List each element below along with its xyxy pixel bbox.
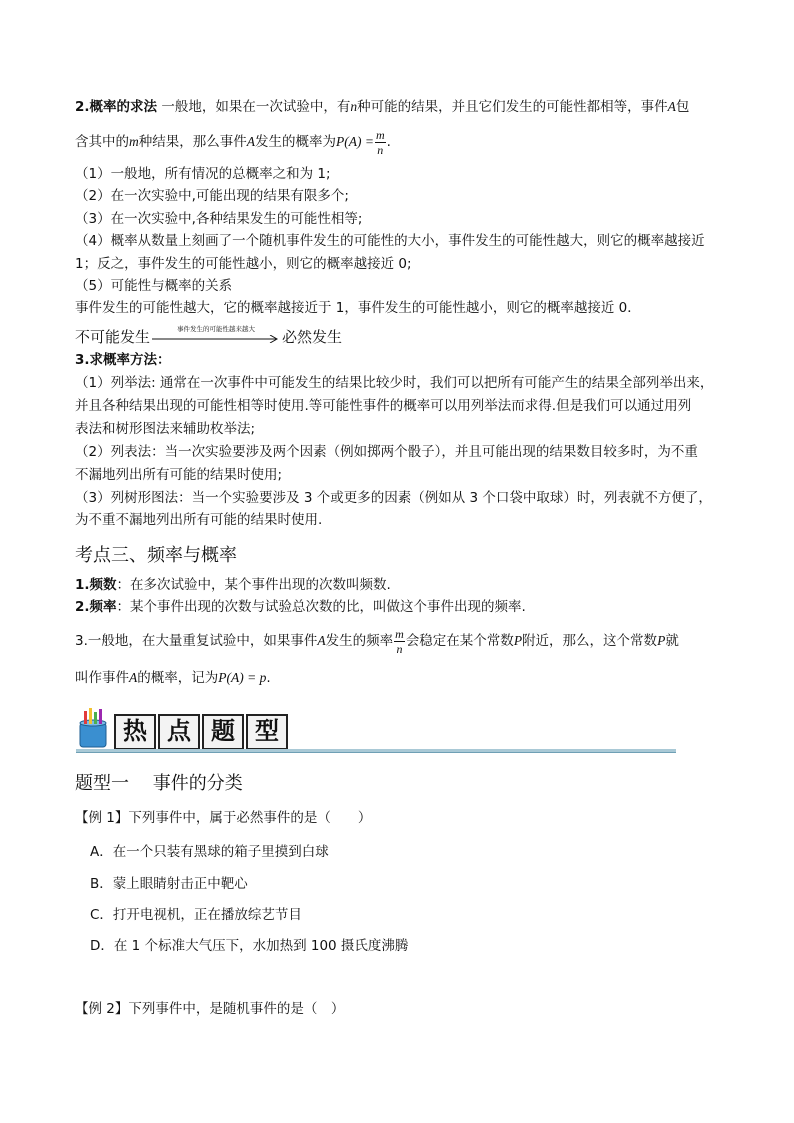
certain-label: 必然发生	[282, 328, 343, 346]
var-p: P	[513, 633, 523, 648]
period: .	[386, 134, 391, 150]
kd3-title: 考点三、频率与概率	[75, 545, 237, 566]
s3-line: 并且各种结果出现的可能性相等时使用.等可能性事件的概率可以用列举法而求得.但是我们可以通过用列	[75, 398, 692, 414]
var-a: A	[129, 670, 138, 685]
s2-line2	[75, 127, 732, 157]
definition: ：某个事件出现的次数与试验总次数的比，叫做这个事件出现的频率.	[116, 599, 526, 615]
option-b: B．蒙上眼睛射击正中靶心	[90, 876, 248, 892]
text: 3.一般地，在大量重复试验中，如果事件	[75, 633, 318, 649]
banner-char: 热	[114, 714, 156, 750]
kd3-line1	[75, 575, 732, 595]
fraction-m-over-n	[394, 627, 405, 656]
var-a: A	[317, 633, 326, 648]
s2-num: 2.	[75, 99, 90, 115]
var-m: m	[129, 134, 139, 149]
fraction-numerator: m	[375, 127, 385, 142]
fraction-denominator: n	[396, 641, 403, 656]
list-item: （4）概率从数量上刻画了一个随机事件发生的可能性的大小，事件发生的可能性越大，则它的概率越接近	[75, 233, 705, 249]
arrow-diagram	[152, 325, 280, 347]
banner-char: 型	[246, 714, 288, 750]
example-2-question: 【例 2】下列事件中，是随机事件的是（ ）	[75, 1001, 345, 1017]
option-c: C．打开电视机，正在播放综艺节目	[90, 907, 302, 923]
term-frequency-count: 1.频数	[75, 577, 117, 593]
s2-line1	[75, 97, 732, 117]
list-item: （5）可能性与概率的关系	[75, 278, 233, 294]
list-item: 事件发生的可能性越大，它的概率越接近于 1，事件发生的可能性越小，则它的概率越接近 0．	[75, 300, 641, 316]
kd3-line4	[75, 668, 732, 688]
s2-text: 种结果，那么事件	[138, 134, 247, 150]
s3-line: （2）列表法：当一次实验要涉及两个因素（例如掷两个骰子），并且可能出现的结果数目较多时，为不重	[75, 444, 698, 460]
var-n: n	[350, 99, 358, 114]
text: 就	[665, 633, 679, 649]
possibility-arrow-row	[75, 325, 342, 347]
var-p: P	[657, 633, 666, 648]
text: 附近，那么，这个常数	[522, 633, 658, 649]
kd3-line3	[75, 625, 732, 657]
banner-char: 题	[202, 714, 244, 750]
fraction-numerator: m	[395, 626, 404, 641]
s3-line: （1）列举法: 通常在一次事件中可能发生的结果比较少时，我们可以把所有可能产生的结果全部列举出来，	[75, 375, 714, 391]
arrow-label: 事件发生的可能性越来越大	[177, 325, 256, 333]
formula: P(A) = p	[218, 670, 267, 685]
definition: ：在多次试验中，某个事件出现的次数叫频数.	[116, 577, 391, 593]
var-a: A	[246, 134, 255, 149]
period: .	[266, 670, 271, 686]
text: 叫作事件	[75, 670, 129, 686]
fraction-denominator: n	[377, 142, 384, 157]
s2-text: 包	[675, 99, 690, 115]
list-item: （1）一般地，所有情况的总概率之和为 1;	[75, 166, 331, 182]
s3-line: 不漏地列出所有可能的结果时使用;	[75, 467, 283, 483]
s2-text: 种可能的结果，并且它们发生的可能性都相等，事件	[357, 99, 668, 115]
formula-lhs: P(A) =	[336, 134, 374, 149]
hot-topics-banner	[76, 705, 676, 755]
list-item: （3）在一次实验中,各种结果发生的可能性相等;	[75, 211, 363, 227]
impossible-label: 不可能发生	[75, 328, 151, 346]
pencil-cup-icon	[76, 707, 112, 749]
example-1-question: 【例 1】下列事件中，属于必然事件的是（ ）	[75, 810, 372, 826]
fraction-m-over-n	[375, 128, 386, 157]
option-a: A．在一个只装有黑球的箱子里摸到白球	[90, 844, 329, 860]
banner-char: 点	[158, 714, 200, 750]
s3-line: 为不重不漏地列出所有可能的结果时使用.	[75, 512, 323, 528]
option-d: D．在 1 个标准大气压下，水加热到 100 摄氏度沸腾	[90, 938, 409, 954]
text: 会稳定在某个常数	[405, 633, 514, 649]
list-item: 1；反之，事件发生的可能性越小，则它的概率越接近 0;	[75, 256, 412, 272]
s3-heading: 3.求概率方法：	[75, 352, 171, 368]
s2-head: 概率的求法	[89, 99, 158, 115]
s3-line: 表法和树形图法来辅助枚举法;	[75, 421, 256, 437]
s2-text: 一般地，如果在一次试验中，有	[161, 99, 351, 115]
kd3-line2	[75, 597, 732, 617]
s3-line: （3）列树形图法：当一个实验要涉及 3 个或更多的因素（例如从 3 个口袋中取球）时，列表就不方便了，	[75, 490, 712, 506]
term-frequency: 2.频率	[75, 599, 117, 615]
text: 的概率，记为	[137, 670, 219, 686]
right-arrow-icon	[152, 335, 280, 343]
s2-text: 含其中的	[75, 134, 129, 150]
type1-title: 题型一 事件的分类	[75, 773, 243, 794]
list-item: （2）在一次实验中,可能出现的结果有限多个;	[75, 188, 349, 204]
var-a: A	[667, 99, 676, 114]
banner-rule	[76, 749, 676, 753]
s2-text: 发生的概率为	[255, 134, 336, 150]
text: 发生的频率	[325, 633, 394, 649]
banner-title	[114, 714, 290, 750]
